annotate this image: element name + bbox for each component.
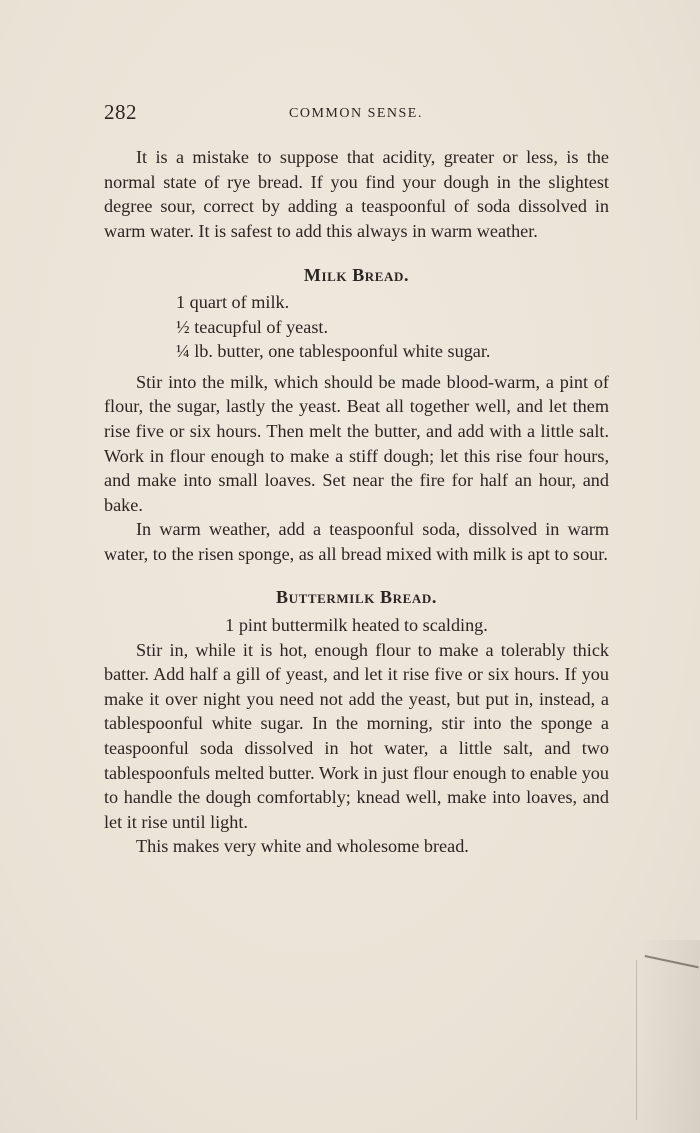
page-header <box>104 100 608 130</box>
buttermilk-method: Stir in, while it is hot, enough flour to make a tolerably thick batter. Add half a gill of yeast, and let it rise five or six hours. If you make it over night you need not add the yeast, but put in, instead, a tablespoonful white sugar. In the morning, stir into the sponge a teaspoonful soda dissolved in hot water, a little salt, and two tablespoonfuls melted butter. Work in just flour enough to enable you to handle the dough comfortably; knead well, make into loaves, and let it rise until light. <box>104 639 609 832</box>
page-number: 282 <box>104 100 137 124</box>
page-edge-line <box>636 960 637 1120</box>
buttermilk-bread-title: Buttermilk Bread. <box>276 586 437 607</box>
milk-bread-method: Stir into the milk, which should be made blood-warm, a pint of flour, the sugar, lastly the yeast. Beat all together well, and let them rise five or six hours. Then melt the butter, and add with a little salt. Work in flour enough to make a stiff dough; let this rise four hours, and make into small loaves. Set near the fire for half an hour, and bake. <box>104 371 609 515</box>
page-body <box>104 145 609 859</box>
milk-bread-ingredients <box>104 290 609 364</box>
milk-bread-title: Milk Bread. <box>303 265 410 286</box>
ingredient-line: 1 quart of milk. <box>176 291 290 312</box>
milk-bread-note: In warm weather, add a teaspoonful soda, dissolved in warm water, to the risen sponge, as all bread mixed with milk is apt to sour. <box>104 519 609 564</box>
ingredient-line: ¼ lb. butter, one tablespoonful white sugar. <box>176 341 491 362</box>
buttermilk-note: This makes very white and wholesome bread. <box>136 836 469 857</box>
buttermilk-ingredient: 1 pint buttermilk heated to scalding. <box>225 615 488 636</box>
intro-paragraph: It is a mistake to suppose that acidity, greater or less, is the normal state of rye bread. If you find your dough in the slightest degree sour, correct by adding a teaspoonful of soda dissolved in warm water. It is safest to add this always in warm weather. <box>104 147 609 241</box>
running-title: COMMON SENSE. <box>289 106 423 121</box>
ingredient-line: ½ teacupful of yeast. <box>176 316 329 337</box>
